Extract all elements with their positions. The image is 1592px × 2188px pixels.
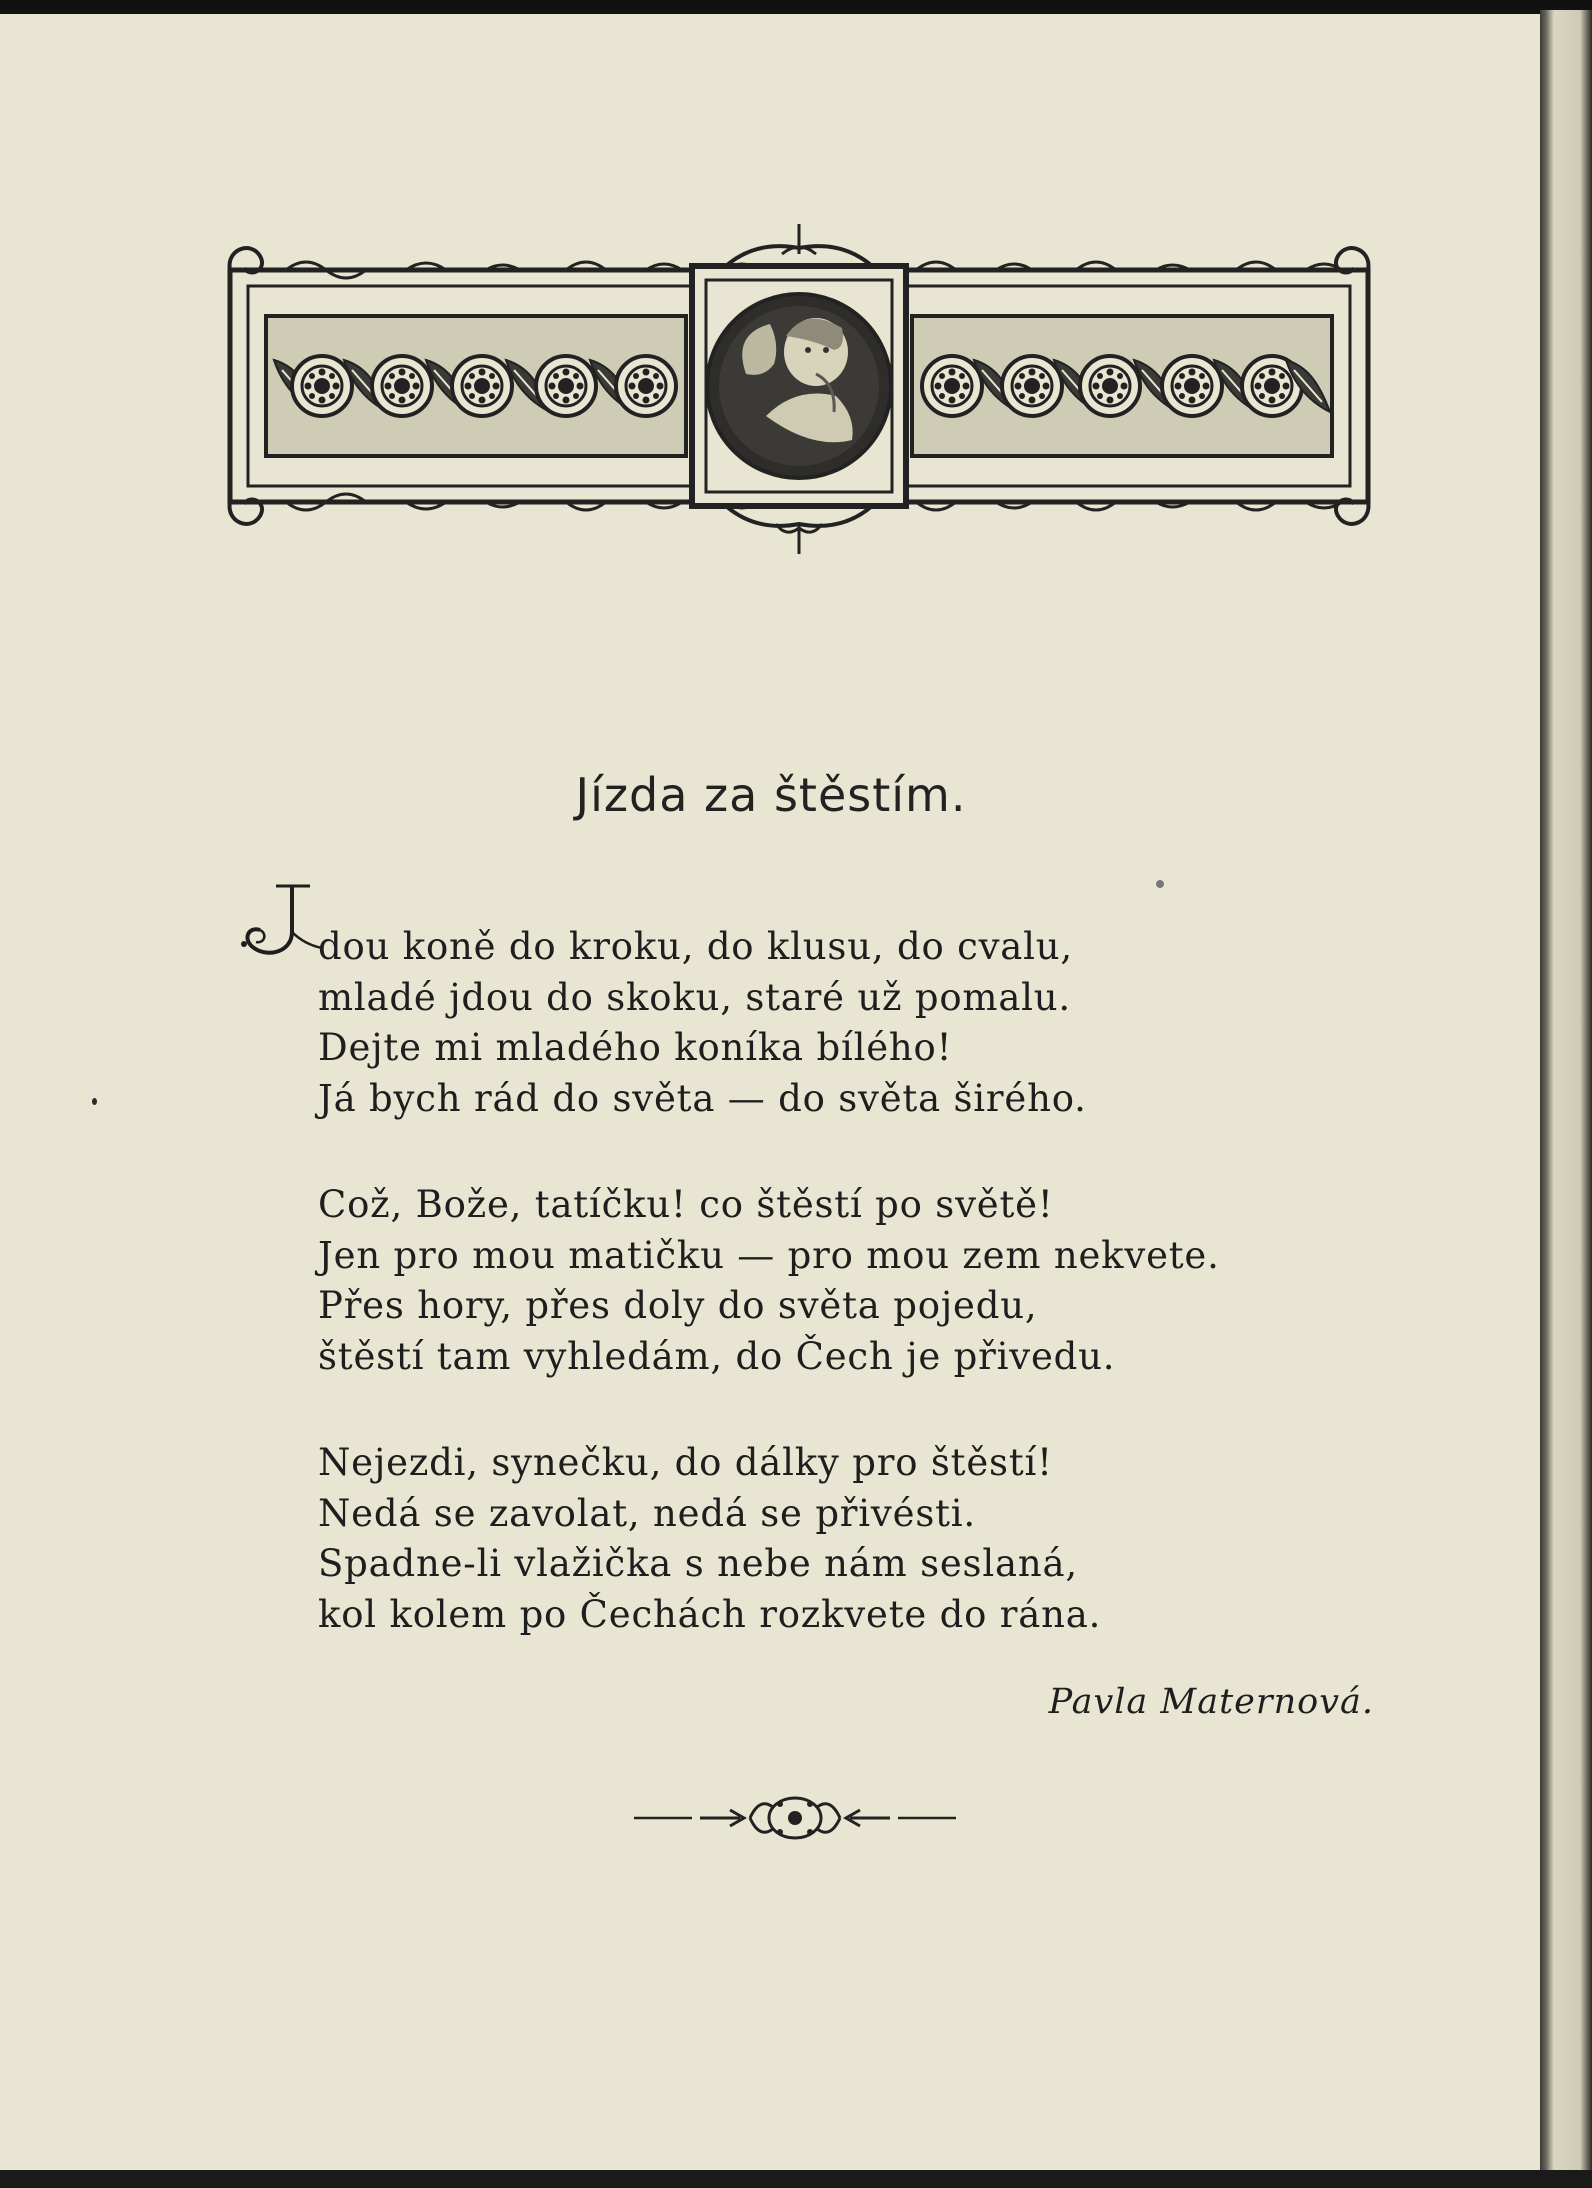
poem-line: štěstí tam vyhledám, do Čech je přivedu. bbox=[318, 1334, 1116, 1378]
paper-speck bbox=[92, 1098, 97, 1105]
bottom-border bbox=[0, 2170, 1592, 2188]
poem-line: Dejte mi mladého koníka bílého! bbox=[318, 1026, 953, 1069]
poem-title: Jízda za štěstím. bbox=[575, 768, 967, 822]
poem-line: Nejezdi, synečku, do dálky pro štěstí! bbox=[318, 1441, 1053, 1484]
poem-line: kol kolem po Čechách rozkvete do rána. bbox=[318, 1592, 1102, 1636]
tailpiece-ornament bbox=[630, 1790, 960, 1846]
page-edge bbox=[1540, 10, 1592, 2188]
poem-author: Pavla Maternová. bbox=[1048, 1682, 1374, 1722]
poem-line: mladé jdou do skoku, staré už pomalu. bbox=[318, 975, 1071, 1019]
poem-line: Já bych rád do světa — do světa širého. bbox=[318, 1076, 1087, 1120]
paper-speck bbox=[1156, 880, 1164, 888]
poem-line: Přes hory, přes doly do světa pojedu, bbox=[318, 1284, 1038, 1327]
poem-line: Nedá se zavolat, nedá se přivésti. bbox=[318, 1491, 976, 1535]
poem-line: Což, Bože, tatíčku! co štěstí po světě! bbox=[318, 1183, 1054, 1226]
stanza bbox=[318, 1180, 1220, 1382]
stanza bbox=[318, 922, 1220, 1124]
poem-line: Spadne-li vlažička s nebe nám seslaná, bbox=[318, 1542, 1078, 1585]
poem-body bbox=[318, 922, 1220, 1696]
stanza bbox=[318, 1438, 1220, 1640]
drop-cap-ornament bbox=[238, 882, 328, 962]
poem-line: Jen pro mou matičku — pro mou zem nekvete. bbox=[318, 1233, 1220, 1277]
poem-line: dou koně do kroku, do klusu, do cvalu, bbox=[318, 925, 1073, 968]
drop-cap-letter: J bbox=[290, 899, 297, 916]
cherub-headpiece-ornament bbox=[226, 224, 1372, 556]
